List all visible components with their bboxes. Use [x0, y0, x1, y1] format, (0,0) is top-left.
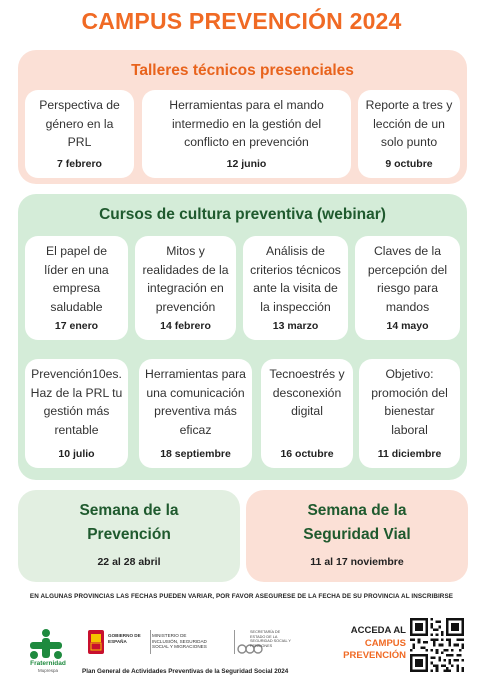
spain-coat-of-arms-icon: [88, 630, 104, 654]
curso-date: 18 septiembre: [160, 448, 231, 460]
taller-card[interactable]: [142, 90, 351, 178]
curso-text: Mitos y realidades de la integración en prevención: [142, 244, 229, 314]
cursos-title: Cursos de cultura preventiva (webinar): [99, 206, 386, 223]
qr-code-icon[interactable]: [410, 618, 464, 672]
plan-text: Plan General de Actividades Preventivas de la Seguridad Social 2024: [82, 668, 289, 675]
taller-date: 9 octubre: [385, 158, 433, 170]
acceda-campus[interactable]: [318, 625, 406, 663]
taller-date: 7 febrero: [57, 158, 102, 170]
fraternidad-sub: Muprespa: [37, 668, 58, 673]
semana-date: 11 al 17 noviembre: [310, 556, 404, 568]
semana-title: Semana de la Seguridad Vial: [303, 502, 411, 543]
curso-date: 10 julio: [58, 448, 95, 460]
curso-date: 17 enero: [54, 320, 99, 332]
taller-date: 12 junio: [226, 158, 267, 170]
curso-text: Herramientas para una comunicación preventiva más eficaz: [145, 367, 246, 437]
curso-text: El papel de líder en una empresa saludable: [44, 244, 109, 314]
taller-text: Perspectiva de género en la PRL: [39, 98, 120, 149]
curso-text: Claves de la percepción del riesgo para mandos: [367, 244, 448, 314]
acceda-line-2: CAMPUS: [364, 637, 406, 649]
gobierno-label: GOBIERNO DE ESPAÑA: [108, 633, 141, 644]
curso-card[interactable]: [139, 359, 252, 468]
curso-date: 11 diciembre: [377, 448, 442, 460]
curso-card[interactable]: [359, 359, 460, 468]
cursos-section: [18, 194, 467, 480]
acceda-line-1: ACCEDA AL: [350, 625, 406, 636]
semana-prevencion-card[interactable]: [18, 490, 240, 582]
curso-text: Objetivo: promoción del bienestar laboral: [371, 367, 448, 437]
curso-card[interactable]: [135, 236, 236, 340]
taller-card[interactable]: [25, 90, 134, 178]
talleres-section: [18, 50, 467, 184]
ministerio-label: MINISTERIO DE INCLUSIÓN, SEGURIDAD SOCIAL Y MIGRACIONES: [152, 633, 207, 649]
semana-seguridad-vial-card[interactable]: [246, 490, 468, 582]
taller-text: Reporte a tres y lección de un solo punto: [365, 98, 453, 149]
taller-card[interactable]: [358, 90, 460, 178]
curso-text: Tecnoestrés y desconexión digital: [269, 367, 345, 418]
notice-text: EN ALGUNAS PROVINCIAS LAS FECHAS PUEDEN VARIAR, POR FAVOR ASEGURESE DE LA FECHA DE SU PROVINCIA AL INSCRIBIRSE: [29, 593, 454, 600]
taller-text: Herramientas para el mando intermedio en la gestión del conflicto en prevención: [169, 98, 324, 149]
curso-date: 14 febrero: [160, 320, 211, 332]
semana-date: 22 al 28 abril: [97, 556, 161, 568]
curso-date: 14 mayo: [386, 320, 429, 332]
semana-title: Semana de la Prevención: [79, 502, 179, 543]
curso-date: 13 marzo: [272, 320, 319, 332]
curso-text: Análisis de criterios técnicos ante la visita de la inspección: [250, 244, 341, 314]
page-title: CAMPUS PREVENCIÓN 2024: [81, 8, 402, 34]
talleres-title: Talleres técnicos presenciales: [131, 62, 354, 79]
curso-text: Prevención10es. Haz de la PRL tu gestión más rentable: [30, 367, 123, 437]
curso-card[interactable]: [25, 359, 128, 468]
acceda-line-3: PREVENCIÓN: [343, 650, 406, 661]
curso-card[interactable]: [243, 236, 348, 340]
fraternidad-name: Fraternidad: [30, 660, 66, 667]
inss-label: SECRETARÍA DE ESTADO DE LA SEGURIDAD SOCIAL Y PENSIONES: [250, 630, 291, 648]
curso-card[interactable]: [25, 236, 128, 340]
curso-card[interactable]: [261, 359, 353, 468]
curso-card[interactable]: [355, 236, 460, 340]
curso-date: 16 octubre: [280, 448, 334, 460]
